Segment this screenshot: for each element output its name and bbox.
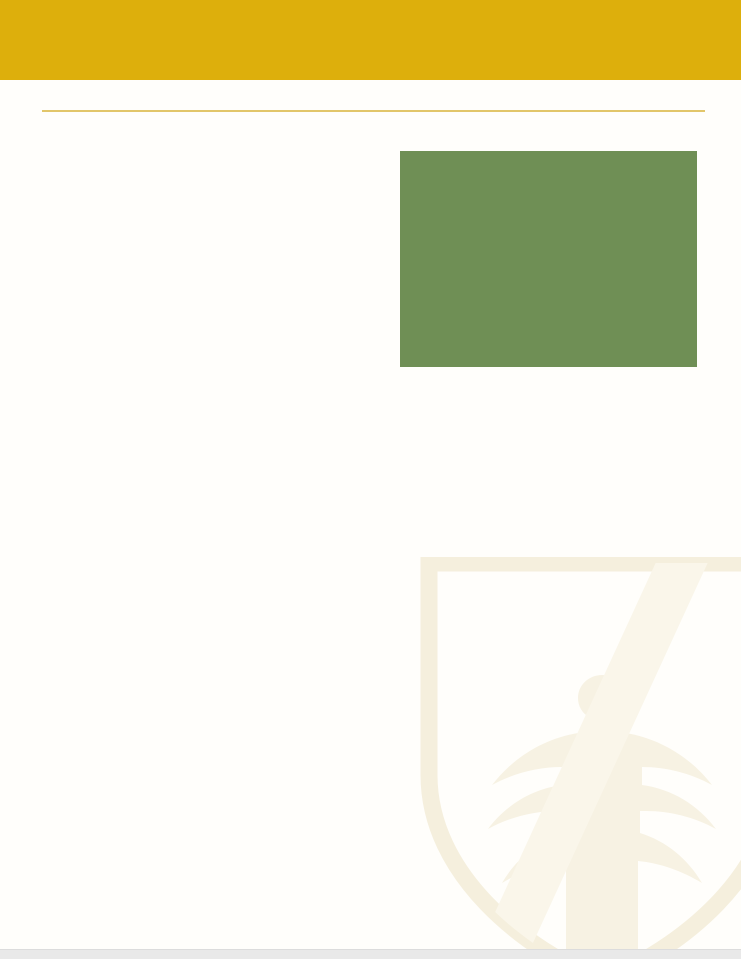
section-heading bbox=[43, 80, 705, 101]
aerial-campus-photograph-canvas bbox=[400, 151, 697, 367]
aerial-campus-photograph bbox=[400, 151, 697, 367]
spacer bbox=[45, 130, 697, 147]
section-header bbox=[0, 80, 741, 112]
page-header-banner bbox=[0, 0, 741, 80]
spacer bbox=[45, 112, 697, 130]
letter-body bbox=[0, 112, 741, 237]
footer-bar bbox=[0, 949, 741, 959]
university-crest-watermark bbox=[417, 557, 741, 959]
